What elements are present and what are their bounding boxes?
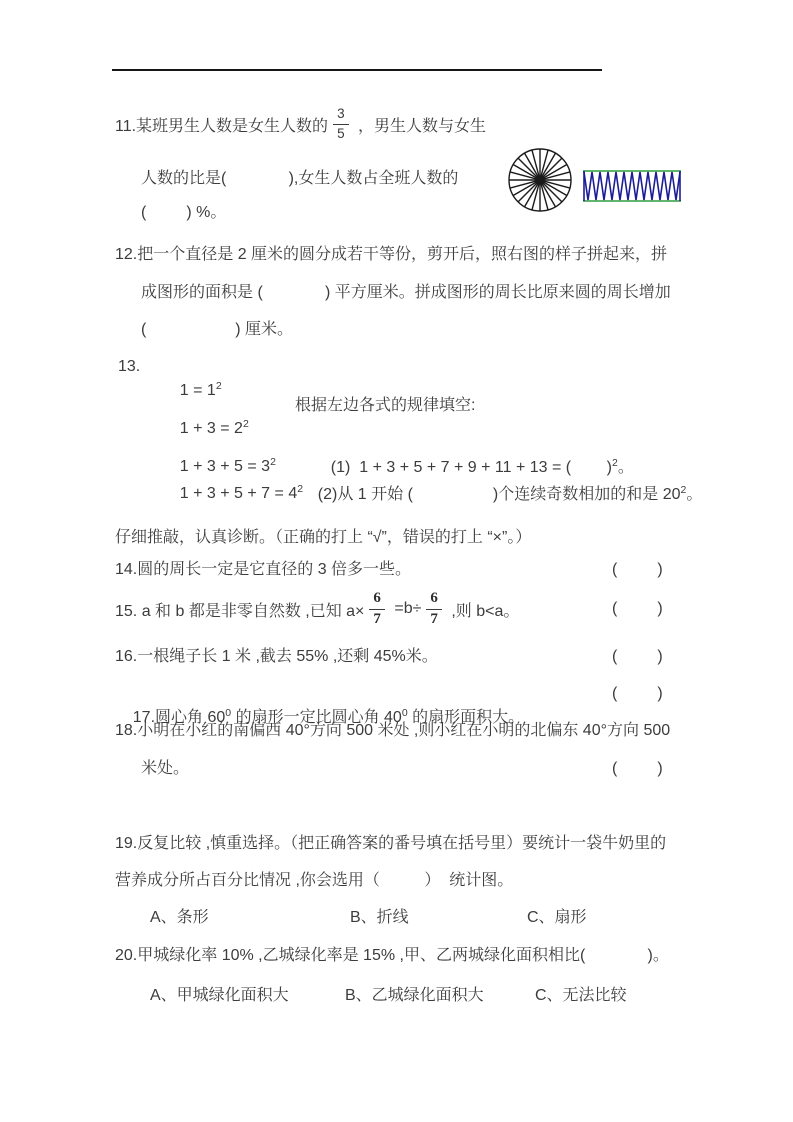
question-17-text [115,682,524,754]
question-15-part-2: =b÷ [389,600,422,617]
question-20-option-b: B、乙城绿化面积大 [345,987,484,1004]
question-11-text-2: ，男生人数与女生 [353,117,487,135]
question-18-line-2: 米处。 [141,760,190,777]
question-19-option-b: B、折线 [350,909,409,926]
question-20-option-a: A、甲城绿化面积大 [150,987,289,1004]
q17-part-3: 的扇形面积大。 [407,709,525,726]
question-13-sub-2 [300,459,702,531]
question-12-line-2: 成图形的面积是 ( ) 平方厘米。拼成图形的周长比原来圆的周长增加 [141,284,671,301]
sub2-text: (2)从 1 开始 ( )个连续奇数相加的和是 20 [317,486,681,503]
question-13-hint: 根据左边各式的规律填空: [295,397,476,414]
fraction-numerator: 6 [369,591,385,610]
q17-part-1: 17.圆心角 60 [132,709,226,726]
eq-base: 1 + 3 + 5 = 3 [179,458,271,475]
question-12-line-1: 12.把一个直径是 2 厘米的圆分成若干等份，剪开后，照右图的样子拼起来，拼 [115,246,668,263]
fraction-6-7 [426,591,442,628]
question-11-line-1 [115,100,486,148]
question-15-text [115,588,519,630]
fraction-numerator: 3 [333,107,349,124]
question-18-line-1: 18.小明在小红的南偏西 40°方向 500 米处 ,则小红在小明的北偏东 40°方向 500 [115,722,671,739]
circle-sectors-figure [505,145,575,215]
question-19-line-1: 19.反复比较 ,慎重选择。（把正确答案的番号填在括号里）要统计一袋牛奶里的 [115,835,667,852]
question-19-option-c: C、扇形 [527,909,587,926]
question-20-option-c: C、无法比较 [535,987,627,1004]
degree-superscript: 0 [401,707,408,719]
question-15-answer-bracket: ( ) [612,600,663,617]
question-15-part-3: ,则 b<a。 [446,602,520,620]
question-14-answer-bracket: ( ) [612,561,663,578]
sub2-exponent: 2 [680,484,687,496]
zigzag-rectangle-figure [582,169,682,203]
question-20-line-1: 20.甲城绿化率 10% ,乙城绿化率是 15% ,甲、乙两城绿化面积相比( )。 [115,947,669,964]
eq-exponent: 2 [215,380,222,392]
q17-part-2: 的扇形一定比圆心角 40 [231,709,402,726]
question-18-answer-bracket: ( ) [612,760,663,777]
question-11-line-2: 人数的比是( ),女生人数占全班人数的 [141,170,459,187]
sub1-exponent: 2 [611,457,618,469]
question-17-answer-bracket: ( ) [612,685,663,702]
eq-exponent: 2 [297,483,304,495]
degree-superscript: 0 [225,707,232,719]
fraction-denominator: 7 [430,610,438,627]
question-19-line-2: 营养成分所占百分比情况 ,你会选用（ ） 统计图。 [115,872,514,889]
zigzag-blue-strokes [584,171,680,201]
section-judge-heading: 仔细推敲，认真诊断。（正确的打上 “√”，错误的打上 “×”。） [115,529,532,546]
eq-exponent: 2 [242,418,249,430]
question-13-number: 13. [118,358,141,375]
question-14-text: 14.圆的周长一定是它直径的 3 倍多一些。 [115,561,412,578]
eq-base: 1 = 1 [179,382,216,399]
eq-exponent: 2 [270,456,276,468]
question-19-option-a: A、条形 [150,909,209,926]
question-15-part-1: 15. a 和 b 都是非零自然数 ,已知 a× [115,602,365,620]
question-12-line-3: ( ) 厘米。 [141,321,294,338]
fraction-numerator: 6 [426,591,442,610]
eq-base: 1 + 3 + 5 + 7 = 4 [179,485,298,502]
fraction-denominator: 7 [373,610,381,627]
question-16-answer-bracket: ( ) [612,648,663,665]
fraction-denominator: 5 [337,125,345,141]
sub1-text: (1) 1 + 3 + 5 + 7 + 9 + 11 + 13 = ( ) [330,459,612,476]
eq-base: 1 + 3 = 2 [179,420,243,437]
question-11-text-1: 11.某班男生人数是女生人数的 [115,117,329,135]
sub1-end: 。 [617,459,634,476]
fraction-6-7 [369,591,385,628]
question-16-text: 16.一根绳子长 1 米 ,截去 55% ,还剩 45%米。 [115,648,438,665]
top-rule [112,69,602,71]
question-13-eq-4 [162,458,303,530]
question-11-line-3: ( ) %。 [141,204,227,221]
sub2-end: 。 [686,486,703,503]
fraction-3-5 [333,107,349,140]
circle-center-dot [537,177,543,183]
